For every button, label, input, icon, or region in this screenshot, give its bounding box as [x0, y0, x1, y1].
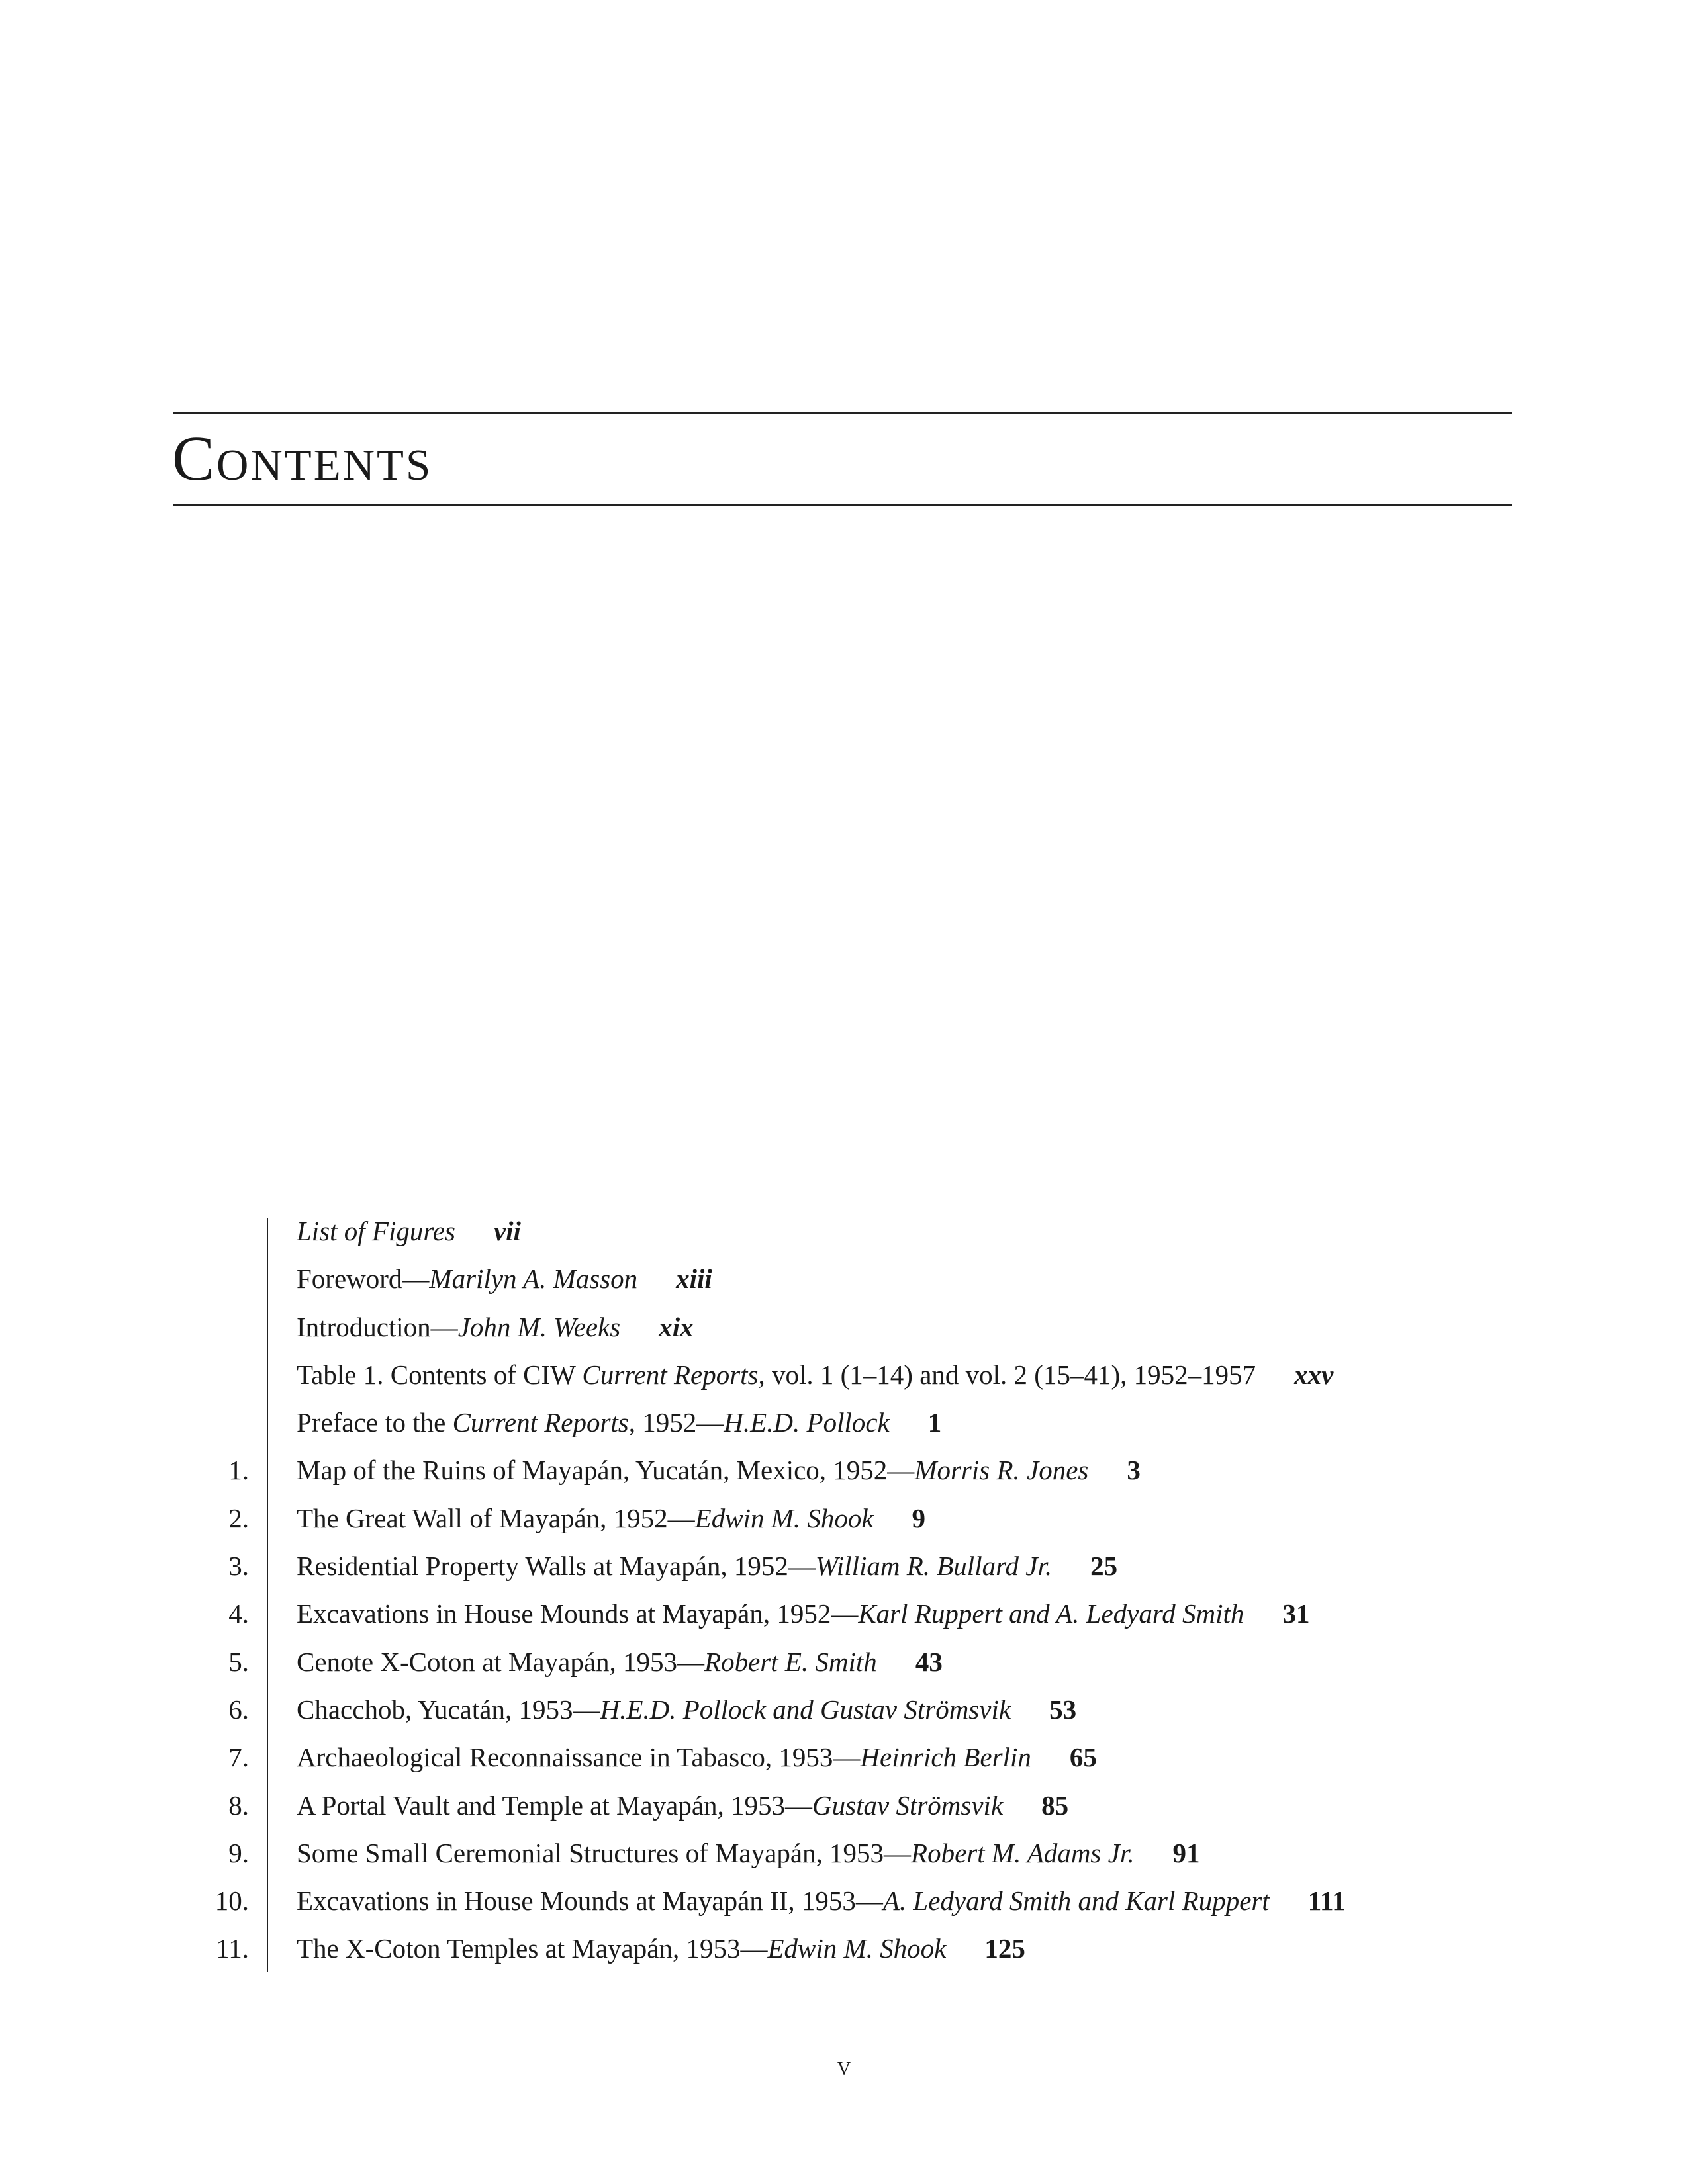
toc-entry-title	[297, 1449, 1141, 1491]
toc-entry-title	[297, 1927, 1025, 1970]
toc-entry	[0, 1401, 1688, 1449]
toc-entry-title	[297, 1210, 521, 1252]
toc-entry	[0, 1927, 1688, 1975]
toc-entry	[0, 1353, 1688, 1401]
toc-entry-title-text: Cenote X-Coton at Mayapán, 1953—	[297, 1646, 705, 1677]
toc-entry-page: xix	[659, 1311, 694, 1342]
toc-entry-title-italic: William R. Bullard Jr.	[815, 1551, 1053, 1582]
toc-entry	[0, 1784, 1688, 1832]
toc-entry-title-italic: Marilyn A. Masson	[429, 1263, 638, 1295]
toc-entry-title-text: Chacchob, Yucatán, 1953—	[297, 1694, 600, 1725]
toc-entry-number: 6.	[228, 1694, 249, 1725]
toc-entry	[0, 1592, 1688, 1640]
toc-entry-title-text: Map of the Ruins of Mayapán, Yucatán, Mexico, 1952—	[297, 1455, 915, 1486]
toc-entry-title-text: Excavations in House Mounds at Mayapán II, 1953—	[297, 1886, 883, 1917]
toc-entry-title-text: The X-Coton Temples at Mayapán, 1953—	[297, 1933, 768, 1964]
page-title: Contents	[172, 423, 433, 494]
toc-entry-title-text: Residential Property Walls at Mayapán, 1952—	[297, 1551, 816, 1582]
toc-entry-title-text: Some Small Ceremonial Structures of Mayapán, 1953—	[297, 1837, 912, 1868]
toc-entry-page: xxv	[1294, 1359, 1334, 1390]
toc-entry-page: 9	[912, 1502, 926, 1533]
toc-entry-title-italic: Gustav Strömsvik	[812, 1790, 1004, 1821]
toc-entry-title	[297, 1497, 925, 1539]
toc-entry-page: 25	[1090, 1551, 1118, 1582]
toc-entry-title-text: Excavations in House Mounds at Mayapán, 1952—	[297, 1598, 859, 1629]
toc-entry-title-text: Preface to the	[297, 1407, 453, 1438]
toc-entry-title-text: A Portal Vault and Temple at Mayapán, 1953—	[297, 1790, 813, 1821]
toc-entry	[0, 1545, 1688, 1592]
toc-entry-title-text: Archaeological Reconnaissance in Tabasco, 1953—	[297, 1742, 861, 1773]
toc-entry-title-italic: Karl Ruppert and A. Ledyard Smith	[858, 1598, 1244, 1629]
toc-entry	[0, 1880, 1688, 1927]
toc-entry-page: 53	[1049, 1694, 1077, 1725]
toc-entry-title-text: , vol. 1 (1–14) and vol. 2 (15–41), 1952–1957	[758, 1359, 1256, 1390]
toc-entry	[0, 1257, 1688, 1305]
toc-entry-title-italic: H.E.D. Pollock	[724, 1407, 890, 1438]
toc-entry	[0, 1497, 1688, 1545]
toc-entry-page: 43	[915, 1646, 943, 1677]
toc-entry	[0, 1306, 1688, 1353]
toc-entry-title-italic: List of Figures	[297, 1216, 455, 1246]
toc-entry-page: 111	[1307, 1886, 1346, 1917]
toc-entry-number: 11.	[216, 1933, 249, 1964]
toc-entry-title-italic: Robert E. Smith	[704, 1646, 877, 1677]
toc-entry-number: 5.	[228, 1646, 249, 1677]
toc-entry-title	[297, 1545, 1117, 1587]
toc-entry-number: 3.	[228, 1551, 249, 1582]
toc-entry-page: 85	[1041, 1790, 1069, 1821]
toc-entry-title-text: Table 1. Contents of CIW	[297, 1359, 583, 1390]
toc-entry-title-text: Introduction—	[297, 1311, 458, 1342]
toc-entry-title	[297, 1641, 943, 1683]
toc-entry-title	[297, 1784, 1068, 1827]
toc-entry-title-italic: Current Reports	[452, 1407, 629, 1438]
toc-entry-number: 7.	[228, 1742, 249, 1773]
toc-entry-number: 2.	[228, 1502, 249, 1533]
toc-entry	[0, 1641, 1688, 1688]
toc-entry-title-text: Foreword—	[297, 1263, 430, 1295]
toc-entry-number: 1.	[228, 1455, 249, 1486]
toc-entry-title-text: , 1952—	[628, 1407, 724, 1438]
toc-entry-title	[297, 1880, 1346, 1922]
heading-rule-bottom	[173, 504, 1512, 506]
toc-entry-title-italic: Robert M. Adams Jr.	[911, 1837, 1135, 1868]
toc-entry	[0, 1832, 1688, 1880]
toc-entry	[0, 1736, 1688, 1784]
table-of-contents	[0, 1210, 1688, 1976]
toc-entry-number: 10.	[214, 1886, 249, 1917]
toc-entry-title	[297, 1736, 1097, 1778]
toc-entry-title-italic: H.E.D. Pollock and Gustav Strömsvik	[600, 1694, 1011, 1725]
toc-entry-title	[297, 1257, 712, 1300]
toc-entry-number: 4.	[228, 1598, 249, 1629]
toc-entry-title	[297, 1832, 1200, 1874]
toc-entry-page: 3	[1127, 1455, 1141, 1486]
heading-rule-top	[173, 412, 1512, 414]
toc-entry-title-italic: A. Ledyard Smith and Karl Ruppert	[882, 1886, 1270, 1917]
toc-entry-title-italic: Morris R. Jones	[914, 1455, 1089, 1486]
toc-entry-title	[297, 1306, 694, 1348]
page-number: v	[837, 2051, 851, 2081]
toc-entry-number: 9.	[228, 1837, 249, 1868]
toc-entry-title	[297, 1688, 1076, 1731]
toc-entry-title-italic: Edwin M. Shook	[767, 1933, 947, 1964]
toc-entry	[0, 1210, 1688, 1257]
toc-entry-title	[297, 1592, 1309, 1635]
toc-entry-page: xiii	[676, 1263, 712, 1295]
toc-entry-page: 65	[1069, 1742, 1097, 1773]
toc-entry-page: 125	[984, 1933, 1025, 1964]
toc-entry-title-italic: Edwin M. Shook	[694, 1502, 874, 1533]
toc-entry-number: 8.	[228, 1790, 249, 1821]
toc-entry-title-italic: John M. Weeks	[457, 1311, 621, 1342]
toc-entry-page: 31	[1282, 1598, 1310, 1629]
toc-entry	[0, 1688, 1688, 1736]
toc-entry-title-italic: Heinrich Berlin	[860, 1742, 1031, 1773]
toc-entry-title-italic: Current Reports	[582, 1359, 759, 1390]
toc-entry-page: 91	[1172, 1837, 1200, 1868]
toc-entry-page: 1	[927, 1407, 942, 1438]
toc-entry-title-text: The Great Wall of Mayapán, 1952—	[297, 1502, 695, 1533]
toc-entry-page: vii	[493, 1216, 521, 1246]
toc-entry	[0, 1449, 1688, 1496]
toc-entry-title	[297, 1401, 941, 1443]
toc-entry-title	[297, 1353, 1333, 1396]
